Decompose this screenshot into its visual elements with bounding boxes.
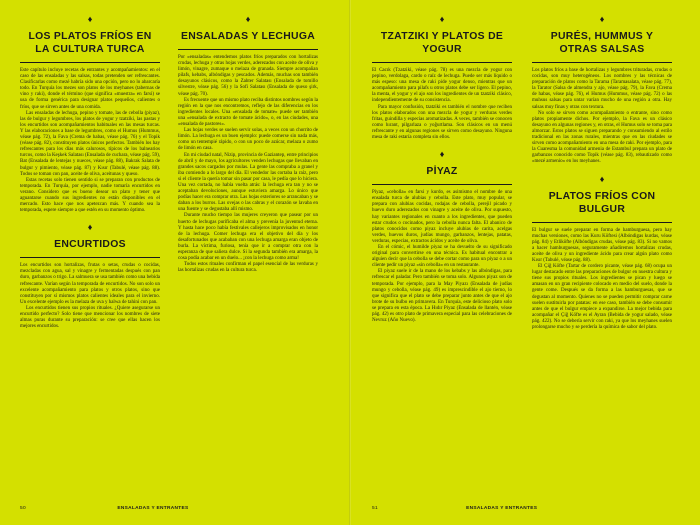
body-paragraph: Piyaz, «cebolla» en farsi y kurdo, es asimismo el nombre de una ensalada turca de alubias y cebolla. Este plato, muy popular, se prepara con alubias cocidas, rodajas de cebolla, perejil picado y huevo duro aderezados con vinagre y aceite de oliva. Por supuesto, hay variantes regionales en cuanto a los ingredientes, que pueden estar crudos o cocinados, pero la cebolla nunca falta. El abanico de platos conocidos como piyaz incluye alubias de carita, acelgas verdes, huevos duros, judías mungo, garbanzos, lentejas, patatas, verduras, especias, extractos ácidos y aceite de oliva. xyxy=(372,190,512,244)
body-paragraph: Durante mucho tiempo las mujeres creyeron que pasear por un huerto de lechugas purificaba el alma y prevenía la juventud eterna. Y hasta hace poco había festivales callejeros improvisados en honor de la lechuga. Comer lechuga era el objetivo del día y los desafortunados que acababan con una lechuga amarga eran objeto de burla. La víctima, furiosa, tenía que ir a comprar otra con la esperanza de que saliera dulce. Si la segunda también era amarga, la cosa podía acabar en un duelo... ¡con la lechuga como arma! xyxy=(178,213,318,262)
heading-platos-frios-cultura-turca: LOS PLATOS FRÍOS EN LA CULTURA TURCA xyxy=(28,31,152,55)
body-paragraph: Todos estos rituales confirman el papel esencial de las verduras y las hortalizas crudas en la cultura turca. xyxy=(178,262,318,274)
heading-rule xyxy=(372,184,512,185)
column-pures xyxy=(532,14,672,331)
body-paragraph: En el cómic, el humilde piyaz se ha devuelto de su significado original para convertirse en una técnica. Es habitual encontrar a alguien decir que la cebolla se debe cortar como para un piyaz o a un cliente pedir un piyaz «sin cebolla» en un restaurante. xyxy=(372,244,512,269)
column-ensaladas xyxy=(178,14,318,274)
heading-ensaladas-lechuga: ENSALADAS Y LECHUGA xyxy=(180,31,316,42)
body-paragraph: Las hojas verdes se suelen servir solas, a veces con un chorrito de limón. La lechuga es un buen ejemplo: puede comerse sin nada más, como un tentempié rápido, o con un poco de azúcar, melaza o zumo de limón en casa. xyxy=(178,128,318,152)
body-paragraph: No solo se sirven como acompañamiento o entrante, sino como platos propiamente dichos. Por ejemplo, la Fava es un clásico desayuno en algunas regiones y, en otras, el Humus solo se toma para almorzar. Estos platos se siguen preparando y consumiendo al estilo tradicional en las zonas rurales, mientras que en las ciudades se sirven como acompañamiento en una mesa de raki. Por ejemplo, para la Cuaresma la comunidad armenia de Estambul prepara un plato de garbanzos conocido como Topik (véase pág. 83), rebautizado como «mezé armenio» en los meyhanes. xyxy=(532,110,672,165)
body-paragraph: El piyaz suele ir de la mano de los kebabs y las albóndigas, para refrescar el paladar. Pero también se toma solo. Algunos piyaz son de temporada. Por ejemplo, para la May Piyazı (Ensalada de judías mungo y cebolla, véase pág. 49) es imprescindible el ajo tierno, lo que significa que el plato se debe preparar junto antes de que el ajo brote de su bulbo en primavera. En Turquía, este delicioso plato solo se prepara en esta época. La Hıdır Piyaz (Ensalada de llantén, véase pág. 42) es otro plato de primavera especial para las celebraciones de Nevruz (Año Nuevo). xyxy=(372,269,512,324)
section-bulgur xyxy=(532,174,672,332)
diamond-ornament-icon: ♦ xyxy=(599,14,605,24)
heading-rule xyxy=(178,49,318,50)
column-cultura-turca xyxy=(20,14,160,330)
heading-rule xyxy=(20,62,160,63)
body-paragraph: El Çiğ Köfte (Tartar de cordero picante, véase pág. 68) ocupa un lugar destacado entre las preparaciones de bulgur en nuestra cultura y tiene sus propios rituales. Los ingredientes se pican y luego se amasan en un gran recipiente colocado en medio del suelo, donde la gente come. Después se da forma a las hamburguesas, que se degustan al momento. Quienes no se pueden permitir comprar carne suelen sustituirla por patatas: en ese caso, también se debe consumir antes de que el bulgur empiece a expandirse. La mejor bebida para acompañar el Çiğ Köfte es el Ayran (Bebida de yogur salado, véase pág. 422). No se debería servir con raki, ya que los meyhanes suelen prolongarse mucho y se perdería la química de sabor del plato. xyxy=(532,264,672,330)
page-folio-right xyxy=(372,506,537,511)
body-paragraph: Los encurtidos tienen sus propios rituales. ¿Quiere asegurarse un encurtido perfecto? Solo tiene que mencionar los nombres de siete almas puras durante su preparación: se cree que ellas hacen los mejores encurtidos. xyxy=(20,305,160,330)
heading-pures-hummus-salsas: PURÉS, HUMMUS Y OTRAS SALSAS xyxy=(550,31,654,55)
body-paragraph: En mi ciudad natal, Nizip, provincia de Gaziantep, entre principios de abril y de mayo, los agricultores venden lechugas que llevaban en grandes sacos cargados por mulas. La gente las compraba a granel y iba comiendo a lo largo del día. El vendedor las cortaba la raíz, pero si el cliente la quería tomar sin pasar por casa, le pedía que lo hiciera. Una vez cortada, no había vuelta atrás: la lechuga era tan y no se aceptaban devoluciones, aunque estuviera amarga. Lo único que podías hacer era comprar otra. Las hojas exteriores se arrancaban y se daban a los burros. Las ovejas o las cabras y el corazón se lavaba en una fuente y se degustaba allí mismo. xyxy=(178,152,318,213)
body-paragraph: Los platos fríos a base de hortalizas y legumbres trituradas, crudas o cocidas, son muy heterogéneos. Los nombres y las técnicas de preparación de platos como la Tarama (Taramasalata, véase pág. 77), la Tarator (Salsa de almendra y ajo, véase pág. 79), la Fava (Crema de habas, véase pág. 76), el Humus (Hummus, véase pág. 72) o las muhsus salsas para untar varían mucho de una región a otra. Hay salsas muy finas y otras con textura. xyxy=(532,68,672,110)
body-paragraph: Las ensaladas de lechuga, pepino y tomate, las de cebolla (piyaz), las de bulgur y legumbres, los platos de yogur y tzatziki, las pastas y los encurtidos son acompañamientos habituales en las mesas turcas. Y las elaboraciones a base de legumbres, como el Humus (Hummus, véase pág. 72), la Fava (Crema de habas, véase pág. 76) y el Topik (véase pág. 82), constituyen platos únicos perfectos. También los hay refrescantes para los días más calurosos, típicos de los balnearios turcos, como la Keşkek Salatası (Ensalada de cuchara, véase pág. 59), Bat (Ensalada de lentejas y nueces, véase pág. 88), Bakrak Salata de bulgur y pimiento, véase pág. 87) y Kısır (Tabulé, véase pág. 88). Todos se toman con pan, aceite de oliva, aceitunas y queso. xyxy=(20,110,160,177)
body-paragraph: Este capítulo incluye recetas de entrantes y acompañamientos: en el caso de las ensaladas y las salsas, todas pretenden ser refrescantes. Clasificarlas como mezé habría sido una opción, pero no lo abarcaría todo. En Turquía los mezes son platos de los meyhanes (tabernas de vino y raki), donde el término (que significa «muestra» en farsi) se usa de forma genérica para designar platos pequeños, calientes o fríos, que se sirven antes de una comida. xyxy=(20,68,160,110)
heading-piyaz: PİYAZ xyxy=(426,166,458,178)
running-footer: ENSALADAS Y ENTRANTES xyxy=(117,506,189,511)
running-footer: ENSALADAS Y ENTRANTES xyxy=(466,506,538,511)
page-number: 50 xyxy=(20,506,26,511)
body-paragraph: Es frecuente que un mismo plato reciba distintos nombres según la región en la que nos encontremos, reflejo de las diferencias en los ingredientes locales. Una «ensalada de tomate» puede ser también una «ensalada de extracto de tomate ácido», o, en las ciudades, una «ensalada de pastores». xyxy=(178,97,318,128)
section-piyaz xyxy=(372,149,512,324)
diamond-ornament-icon: ♦ xyxy=(439,14,445,24)
heading-platos-frios-bulgur: PLATOS FRÍOS CON BULGUR xyxy=(548,190,656,215)
heading-encurtidos: ENCURTIDOS xyxy=(54,239,126,251)
diamond-ornament-icon: ♦ xyxy=(87,14,93,24)
body-paragraph: El Cacık (Tzatziki, véase pág. 78) es una mezcla de yogur con pepino, verdolaga, cardo o raíz de lechuga. Puede ser más líquido o más espeso: una mesa de raki pide yogur denso, mientras que un acompañamiento para pilafs u otros platos debe ser ligero. El pepino, la menta, el yogur y el ajo son los ingredientes de un tzatziki clásico, independientemente de su consistencia. xyxy=(372,68,512,104)
body-paragraph: Para mayor confusión, tzatziki es también el nombre que reciben los platos elaborados con una mezcla de yogur y verduras verdes fritas, guindilla y especias aromatizadas. A veces, también se conocen como hırant, pilgarlaza o yoğurtlama. Son clásicos en un menú refrescante y en algunas regiones se sirven como desayuno. Ninguna mesa de raki estaría completa sin ellos. xyxy=(372,104,512,141)
heading-rule xyxy=(532,222,672,223)
diamond-ornament-icon: ♦ xyxy=(599,173,605,184)
column-tzatziki xyxy=(372,14,512,324)
page-number: 51 xyxy=(372,506,378,511)
page-folio-left xyxy=(20,506,189,511)
body-paragraph: Estas recetas solo tienen sentido si se preparan con productos de temporada. En Turquía, por ejemplo, nadie tomaría encurtidos en verano. Considero que es bueno desear un plato y tener que aguantarse cuando sus ingredientes no están disponibles en el mercado. Esto hace que nos apetezcan más. Y cuando sea la temporada, espere siempre a que estén en su momento óptimo. xyxy=(20,177,160,214)
body-paragraph: Por «ensaladas» entendemos platos fríos preparados con hortalizas crudas, lechuga y otras hojas verdes, aderezados con aceite de oliva y limón, vinagre, zumaque o melaza de granada. Siempre acompañan pilafs, kebabs, albóndigas y pescados. Además, muchas son también desayunos clásicos, como la Zahter Salatası (Ensalada de tomillo silvestre, véase pág. 56) y la Sofi Salatası (Ensalada de queso şirk, véase pág. 70). xyxy=(178,55,318,97)
diamond-ornament-icon: ♦ xyxy=(87,222,93,233)
diamond-ornament-icon: ♦ xyxy=(439,149,445,160)
heading-tzatziki-yogur: TZATZIKI Y PLATOS DE YOGUR xyxy=(380,31,504,55)
heading-rule xyxy=(20,257,160,258)
heading-rule xyxy=(532,62,672,63)
right-page xyxy=(350,0,700,525)
heading-rule xyxy=(372,62,512,63)
diamond-ornament-icon: ♦ xyxy=(245,14,251,24)
section-encurtidos xyxy=(20,222,160,330)
body-paragraph: El bulgur se suele preparar en forma de hamburguesa, pero hay muchas versiones, como las Kuru Köftesi (Albóndigas kurdas, véase pág. 84) y Etliköfte (Albóndigas crudas, véase pág. 83). Si no vamos a hacer hamburguesas, seguramente añadiremos hortalizas crudas, aceite de oliva y un ingrediente ácido para crear algún plato como Kısır (Tabulé, véase pág. 88). xyxy=(532,227,672,263)
body-paragraph: Los encurtidos son hortalizas, frutas o setas, crudas o cocidas, mezcladas con agua, sal y vinagre y fermentadas después con pan duro, garbanzos o trigo. La salmuera se usa también como una bebida refrescante. Varían según la temporada de encurtidos. No son solo un excelente acompañamiento para platos y otros platos, sino que constituyen por sí mismos platos calientes ideales para el invierno. Un excelente ejemplo es la melaza de uva y halwa de tahini con pan. xyxy=(20,263,160,305)
